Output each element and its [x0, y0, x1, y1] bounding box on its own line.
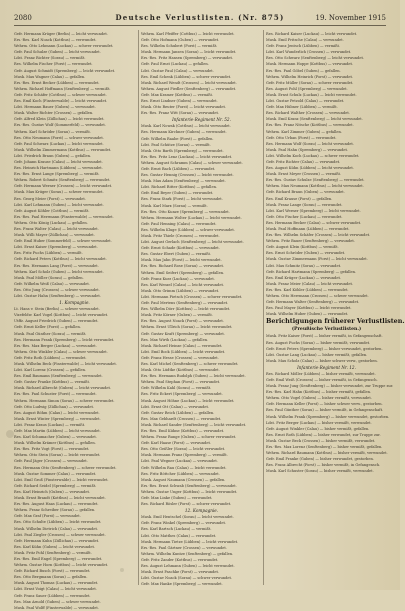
casualty-entry: Lt. Hans v. Stein (Berlin) — schwer verwundet. — [14, 307, 100, 312]
casualty-entry: Ldst. Paul Schütze (Sorau) — vermißt. — [141, 142, 211, 147]
casualty-entry: Res. Emil Krüger (Luckau) — verwundet. — [266, 275, 342, 280]
casualty-entry: Gefr. Richard Busch (Forst) — verwundet. — [14, 569, 91, 574]
casualty-entry: Gefr. Wilhelm Weiß (Calau) — verwundet. — [14, 281, 90, 286]
casualty-entry: Gefr. Emil Huber (Sommerfeld) — schwer verwundet. — [14, 239, 112, 244]
casualty-entry: Res. Emil Schenk (Lübben) — schwer verwundet. — [141, 74, 232, 79]
casualty-entry: Musk. Emil Fritsche (Calau) — verwundet. — [266, 38, 344, 43]
casualty-entry: Res. Hermann Otto (Senftenberg) — schwer verwundet. — [14, 465, 117, 470]
column-divider — [138, 30, 139, 585]
casualty-entry: Gefr. Fritz Schäfer (Cottbus) — schwer verwundet. — [14, 92, 107, 97]
casualty-entry: Res. Gustav Ebert (Guben) — vermißt. — [141, 252, 212, 257]
casualty-entry: Ldst. Ernst Ott (Calau) — verwundet. — [141, 404, 210, 409]
casualty-entry: Musk. Fritz Kaiser (Forst) — bisher vermißt, in Gefangenschaft. — [266, 334, 383, 339]
casualty-entry: Ldst. Richard Ritter (Kottbus) — gefallen. — [141, 185, 218, 190]
casualty-entry: Ldst. Karl Wunderlich (Crossen) — verwundet. — [266, 50, 352, 55]
casualty-entry: Musk. Ernst Winter (Spremberg) — verwundet. — [14, 416, 101, 421]
casualty-entry: Wehrm. Otto Herrmann (Crossen) — schwer verwundet. — [266, 294, 369, 299]
casualty-entry: Ldst. Fritz Berger (Luckau) — bisher vermißt, verwundet. — [266, 420, 372, 425]
casualty-entry: Wehrm. Richard Baumann (Kottbus) — bisher vermißt, verwundet. — [266, 451, 388, 456]
casualty-entry: Gefr. August Köhler (Cottbus) — vermißt. — [14, 208, 90, 213]
casualty-entry: Ers.-Res. Max Lorenz (Senftenberg) — bisher vermißt, gefallen. — [266, 445, 383, 449]
casualty-entry: Ers.-Res. Richard Rose (Sorau) — verwundet. — [141, 264, 225, 269]
casualty-entry: Gefr. Max Martin (Lübben) — leicht verwundet. — [14, 429, 101, 433]
casualty-entry: Wehrm. Fritz Bauer (Senftenberg) — verwundet. — [266, 239, 356, 244]
casualty-entry: Ldst. Friedrich Braun (Guben) — gefallen. — [14, 153, 92, 158]
casualty-entry: Musk. Otto Lüdtke (Kottbus) — verwundet. — [141, 368, 220, 373]
casualty-entry: Res. Karl Schumacher (Guben) — verwundet. — [14, 435, 97, 440]
casualty-entry: Musk. Paul Günther (Sorau) — vermißt. — [14, 331, 87, 336]
casualty-entry: Musk. Ernst Brandt (Kottbus) — leicht verwundet. — [14, 496, 106, 501]
casualty-entry: Wehrm. Wilhelm Kuntze (Senftenberg) — gefallen. — [141, 551, 234, 556]
casualty-entry: Ldst. Emil Bock (Lübben) — leicht verwundet. — [141, 349, 226, 354]
casualty-entry: Res. Ernst Roth (Lübben) — bisher verwundet, zur Truppe zur. — [266, 432, 381, 437]
casualty-entry: Musk. Ernst Schulz (Luckau) — leicht verwundet. — [266, 92, 357, 97]
casualty-entry: Ldst. Hermann Pietsch (Crossen) — schwer verwundet. — [141, 294, 243, 299]
casualty-entry: Res. Wilhelm Schubert (Forst) — vermißt. — [141, 44, 218, 49]
casualty-entry: Musk. Fritz Körner (Guben) — vermißt. — [141, 313, 213, 318]
casualty-entry: Gefr. Paul Mertens (Senftenberg) — verwundet. — [141, 301, 229, 306]
casualty-entry: Res. Richard Möller (Lübben) — bisher vermißt, verwundet. — [266, 371, 376, 376]
casualty-entry: Wehrm. Ernst Ullrich (Sorau) — leicht verwundet. — [141, 325, 233, 330]
casualty-entry: Gefr. Gustav Franke (Kottbus) — vermißt. — [14, 380, 91, 385]
casualty-entry: Musk. Emil Kranz (Senftenberg) — leicht verwundet. — [266, 117, 363, 122]
casualty-entry: Wehrm. Richard Hoffmann (Senftenberg) — vermißt. — [14, 86, 111, 91]
section-heading: Infanterie-Regiment Nr. 52. — [172, 117, 231, 123]
text-column-2 — [141, 31, 262, 587]
casualty-entry: Gefr. Franz Sauer (Lübben) — verwundet. — [14, 593, 91, 598]
casualty-entry: Gefr. Hermann Keller (Forst) — bisher schwer verw., gestorben. — [266, 402, 383, 407]
casualty-entry: Musk. Franz Meier (Calau) — leicht verwundet. — [266, 281, 354, 286]
casualty-entry: Gefr. Max Hübner (Lübben) — vermißt. — [266, 105, 338, 110]
casualty-entry: Ers.-Res. Paul Göbel (Guben) — gefallen. — [266, 68, 341, 73]
notice-heading: Berichtigungen früherer Verlustlisten. — [266, 317, 405, 326]
casualty-entry: Res. Otto Neumann (Forst) — schwer verwundet. — [14, 135, 104, 140]
text-column-3 — [266, 31, 405, 583]
casualty-entry: Gefr. Emil Weiß (Crossen) — bisher vermißt, in Gefangensch. — [266, 377, 378, 382]
casualty-entry: Musk. Emil Hentschel (Sorau) — leicht verwundet. — [141, 515, 234, 520]
casualty-entry: Ers.-Res. Fritz Vogt (Forst) — verwundet. — [14, 447, 90, 452]
casualty-entry: Res. Wilhelm Fischer (Forst) — verwundet. — [14, 62, 93, 67]
casualty-entry: Res. Fritz Böttcher (Lübben) — verwundet. — [141, 471, 220, 476]
casualty-entry: Wehrm. August Schramm (Calau) — schwer verwundet. — [141, 160, 243, 165]
casualty-entry: Gefr. Richard Peters (Kottbus) — leicht verwundet. — [14, 257, 107, 262]
casualty-entry: Res. Wilhelm Dörr (Kottbus) — leicht verwundet. — [141, 307, 231, 312]
casualty-entry: Wehrm. Otto König (Luckau) — gefallen. — [14, 220, 88, 225]
casualty-entry: Ldst. Gustav Paul (Calau) — verwundet. — [141, 68, 214, 73]
casualty-entry: Musk. Fritz Thiele (Crossen) — verwundet. — [141, 234, 220, 238]
casualty-entry: Musk. Max Scholz (Calau) — bisher schwer verw., gestorben. — [266, 358, 378, 363]
casualty-entry: Ers.-Res. Gustav Schulze (Senftenberg) — verwundet. — [266, 178, 365, 183]
casualty-entry: Res. Emil Baumann (Senftenberg) — verwundet. — [14, 374, 103, 379]
casualty-entry: Wehrm. Hermann Simon (Sorau) — schwer verwundet. — [14, 398, 115, 403]
casualty-entry: Res. Otto Bergmann (Sorau) — gefallen. — [14, 575, 88, 580]
casualty-entry: Res. Fritz Eckert (Spremberg) — verwundet. — [141, 392, 223, 397]
casualty-entry: Ers.-Res. Emil Engel (Spremberg) — verwundet. — [14, 556, 103, 561]
casualty-entry: Musk. Wilhelm Krämer (Kottbus) — gefallen. — [14, 441, 96, 446]
casualty-entry: Gefr. August Winkler (Calau) — bisher vermißt, gefallen. — [266, 426, 370, 431]
casualty-entry: Res. Max Arnold (Guben) — schwer verwundet. — [14, 599, 101, 604]
casualty-entry: Wehrm. Hermann Wolter (Luckau) — leicht verwundet. — [141, 215, 242, 220]
casualty-entry: Musk. Gustav Sommer (Calau) — verwundet. — [14, 471, 97, 476]
casualty-entry: Gefr. Franz Winkel (Spremberg) — verwundet. — [141, 521, 227, 526]
casualty-entry: Res. Emil Krause (Forst) — gefallen. — [266, 196, 333, 201]
casualty-entry: Ldst. Gustav Hahn (Senftenberg) — verwundet. — [14, 294, 101, 299]
casualty-entry: Gefr. Franz Kurz (Luckau) — verwundet. — [141, 276, 215, 281]
casualty-entry: Gefr. Gustav Reich (Lübben) — gefallen. — [141, 410, 215, 415]
casualty-entry: Gefr. Fritz Zander (Kottbus) — verwundet. — [141, 557, 219, 562]
casualty-entry: Res. August Lehmann (Guben) — leicht verwundet. — [141, 563, 235, 568]
casualty-entry: Wehrm. Otto Stein (Sorau) — leicht verwundet. — [14, 453, 101, 458]
casualty-entry: Ldst. Karl Lehmann (Guben) — leicht verwundet. — [14, 202, 104, 207]
casualty-entry: Gefr. Hermann Werner (Crossen) — leicht verwundet. — [14, 184, 113, 189]
casualty-entry: Res. Hermann Kirchner (Guben) — verwundet. — [141, 130, 227, 135]
casualty-entry: Gefr. Richard Hartmann (Spremberg) — gefallen. — [266, 269, 357, 274]
casualty-entry: Ers.-Res. August Haas (Luckau) — verwundet. — [14, 502, 99, 507]
casualty-entry: Gefr. Paul Ernst (Luckau) — gefallen. — [141, 62, 209, 67]
casualty-entry: Gefr. Max Hanke (Spremberg) — verwundet. — [141, 582, 223, 587]
casualty-entry: Ldst. Paul Ziegler (Crossen) — schwer verwundet. — [14, 532, 106, 537]
casualty-entry: Gefr. Ernst Keller (Forst) — gefallen. — [14, 325, 81, 330]
casualty-entry: Ers.-Res. Ernst Lange (Spremberg) — vermißt. — [14, 172, 100, 177]
casualty-entry: Gefr. Richard Braun (Guben) — verwundet. — [266, 190, 345, 195]
casualty-entry: Res. August Kühn (Lübben) — leicht verwundet. — [266, 166, 354, 171]
casualty-entry: Gefr. Richard Seidel (Spremberg) — vermißt. — [14, 483, 97, 488]
casualty-entry: Gefr. Franz Jentsch (Lübben) — vermißt. — [266, 44, 341, 49]
casualty-entry: Gefr. Paul Schulze (Guben) — leicht verwundet. — [14, 50, 101, 55]
casualty-entry: Musk. August Thomas (Luckau) — verwundet. — [14, 581, 99, 586]
casualty-entry: Ers.-Res. Karl Köhler (Lübben) — verwundet. — [266, 287, 349, 292]
casualty-entry: Musk. Willi Mayer (Züllichau) — verwundet. — [14, 233, 95, 238]
casualty-entry: Res. Heinrich Hartmann (Lübben) — verwundet. — [14, 166, 103, 171]
casualty-entry: Gefr. Franz Hesse (Crossen) — verwundet. — [141, 355, 219, 360]
casualty-entry: Gefr. August Klein (Kottbus) — vermißt. — [266, 245, 339, 250]
casualty-entry: Utffz. August Friedrich (Guben) — verwundet. — [14, 319, 99, 324]
casualty-entry: Ldst. Ernst Voigt (Calau) — leicht verwundet. — [14, 587, 97, 592]
casualty-entry: Ers.-Res. Hermann Rudolph (Guben) — leicht verwundet. — [141, 374, 246, 379]
casualty-entry: Ldst. Max Schmitz (Sorau) — verwundet. — [266, 263, 342, 268]
casualty-entry: Gefr. Johann Krause (Calau) — leicht verwundet. — [14, 159, 103, 164]
casualty-entry: Res. Richard Rösler (Forst) — schwer verwundet. — [141, 502, 232, 507]
page-number: 2080 — [14, 14, 32, 22]
paper-stain — [120, 568, 124, 572]
casualty-entry: Ldst. Karl Lorenz (Crossen) — gefallen. — [14, 368, 87, 373]
casualty-entry: Gefr. Max Linke (Guben) — verwundet. — [141, 496, 213, 501]
casualty-entry: Wehrm. Paul Stephan (Forst) — verwundet. — [141, 380, 221, 385]
casualty-entry: Ers.-Res. Karl Noack (Kottbus) — verwundet. — [14, 38, 97, 43]
column-divider — [263, 30, 264, 585]
casualty-entry: Wehrm. Max Neumann (Kottbus) — leicht verwundet. — [266, 184, 364, 189]
casualty-entry: Gefr. Paul Jäger (Crossen) — verwundet. — [14, 459, 88, 464]
casualty-entry: Res. Otto Geißler (Sorau) — leicht verwundet. — [141, 447, 226, 452]
casualty-entry: Musk. Karl Nowak (Cottbus) — leicht verwundet. — [141, 124, 231, 129]
casualty-entry: Ldst. Franz Richter (Sorau) — vermißt. — [14, 56, 86, 61]
casualty-entry: Gefr. Hermann Walter (Senftenberg) — verwundet. — [266, 300, 360, 305]
casualty-entry: Musk. Richard Heinze (Calau) — verwundet. — [141, 343, 223, 348]
casualty-entry: Musk. Hermann Hoppe (Kottbus) — verwundet. — [266, 62, 354, 67]
casualty-entry: Ers.-Res. Emil Kühne (Kottbus) — verwundet. — [141, 429, 225, 433]
casualty-entry: Ldst. Gustav Noack (Sorau) — schwer verwundet. — [141, 576, 233, 581]
casualty-entry: Gefr. Emil Beyer (Guben) — verwundet. — [141, 191, 214, 196]
casualty-entry: Res. Franz Albrecht (Forst) — bisher vermißt, in Gefangensch. — [266, 463, 381, 468]
casualty-entry: Ers.-Res. Max Berger (Luckau) — verwundet. — [14, 343, 97, 348]
casualty-entry: Wehrm. Karl Schröder (Sorau) — vermißt. — [14, 129, 91, 134]
casualty-entry: Wehrm. Robert Schmitz (Senftenberg) — verwundet. — [14, 178, 111, 183]
casualty-entry: Res. Karl Kühn (Guben) — leicht verwundet. — [14, 544, 96, 549]
casualty-entry: Musk. Wilhelm Frank (Spremberg) — bisher verwundet, gestorben. — [266, 414, 390, 419]
casualty-entry: Musk. Ernst Meyer (Crossen) — vermißt. — [266, 172, 342, 177]
casualty-entry: Gefr. Gustav Kraft (Spremberg) — verwundet. — [141, 331, 225, 336]
casualty-entry: Gefr. August Schmidt (Spremberg) — leicht verwundet. — [14, 68, 116, 73]
casualty-entry: Gefr. Ernst Peters (Spremberg) — bisher verwundet, gestorben. — [266, 346, 383, 351]
casualty-entry: Ers.-Res. Hermann Lang (Forst) — verwundet. — [14, 263, 99, 268]
casualty-entry: Ers.-Res. Franz Witt (Sorau) — verwundet. — [141, 111, 220, 116]
casualty-entry: Res. Richard Walther (Crossen) — verwundet. — [266, 111, 350, 116]
casualty-entry: Musk. August Höhne (Luckau) — leicht verwundet. — [141, 398, 235, 403]
casualty-entry: Gefr. Wilhelm Raabe (Forst) — gefallen. — [141, 136, 214, 141]
casualty-entry: Gefr. Max Kramer (Kottbus) — vermißt. — [141, 92, 214, 97]
casualty-entry: Musk. Max Krüger (Sorau) — schwer verwundet. — [14, 190, 104, 195]
casualty-entry: Musk. Franz Jung (Senftenberg) — bisher verwundet, zur Truppe zur. — [266, 384, 394, 389]
casualty-entry: Musk. Karl Marx (Sorau) — vermißt. — [141, 203, 208, 208]
casualty-entry: Ldst. Karl Werner (Spremberg) — leicht verwundet. — [266, 208, 361, 213]
casualty-entry: Wehrm. Otto Lehmann (Luckau) — schwer verwundet. — [14, 44, 114, 49]
casualty-entry: Wehrm. Franz Runge (Guben) — schwer verwundet. — [141, 435, 237, 440]
casualty-entry: Ers.-Res. Paul Gärtner (Crossen) — verwundet. — [141, 545, 228, 550]
casualty-entry: Gefr. Ernst Schade (Kottbus) — verwundet. — [141, 246, 220, 251]
casualty-entry: Wehrm. Gustav Horn (Kottbus) — leicht verwundet. — [14, 563, 109, 568]
casualty-entry: Wehrm. Wilhelm Heinrich (Forst) — verwundet. — [266, 74, 354, 79]
casualty-entry: Ers.-Res. Paul Herrmann (Finsterwalde) — verwundet. — [14, 214, 114, 219]
casualty-entry: Wehrm. Franz Schreiber (Sorau) — gefallen. — [14, 508, 96, 513]
page-header — [14, 13, 386, 23]
casualty-entry: Res. Franz Walter (Calau) — leicht verwundet. — [14, 227, 99, 231]
casualty-entry: Musk. Otto Barth (Spremberg) — verwundet. — [141, 148, 224, 153]
casualty-entry: Gefr. Max Graf (Forst) — verwundet. — [14, 514, 81, 519]
casualty-entry: Res. Otto Schwarz (Senftenberg) — leicht verwundet. — [266, 56, 365, 61]
casualty-entry: Ldst. Gustav Lang (Luckau) — bisher vermißt, gefallen. — [266, 352, 368, 357]
casualty-entry: Gefr. Paul Schwarz (Luckau) — leicht verwundet. — [14, 141, 104, 146]
casualty-entry: Musk. Ernst Paschke (Forst) — verwundet. — [141, 570, 220, 575]
casualty-entry: Res. Paul Günther (Sorau) — bisher vermißt, in Gefangenschaft. — [266, 408, 384, 413]
section-heading: 1. Kompagnie. — [59, 300, 90, 306]
casualty-entry: Gefr. Ernst Bach (Lübben) — verwundet. — [141, 166, 216, 171]
casualty-entry: Musk. Wilhelm Zimmermann (Kottbus) — verwundet. — [14, 147, 112, 152]
casualty-entry: Gefr. Otto Urban (Forst) — verwundet. — [266, 135, 337, 140]
casualty-entry: Ldst. Franz Kraus (Luckau) — vermißt. — [14, 422, 86, 427]
casualty-entry: Musk. Paul Hahn (Spremberg) — verwundet. — [266, 147, 349, 152]
casualty-entry: Musk. Hermann Jansen (Sorau) — leicht verwundet. — [141, 50, 237, 55]
casualty-entry: Gefr. Karl Haase (Forst) — verwundet. — [141, 441, 212, 446]
casualty-entry: Musk. Wilhelm Huber (Guben) — verwundet. — [266, 312, 349, 317]
text-column-1 — [14, 31, 135, 610]
casualty-entry: Ers.-Res. Otto Kunze (Spremberg) — verwundet. — [141, 209, 230, 214]
casualty-entry: Musk. Max Wagner (Calau) — gefallen. — [14, 74, 86, 79]
paper-stain — [6, 430, 14, 438]
casualty-entry: Musk. Max Adam (Senftenberg) — verwundet. — [141, 179, 226, 184]
casualty-entry: Res. Ernst Schröder (Guben) — verwundet. — [266, 251, 346, 256]
casualty-entry: Res. Hermann Becker (Calau) — schwer verwundet. — [266, 220, 362, 225]
casualty-entry: Res. Max Gebhardt (Crossen) — verwundet. — [141, 416, 222, 421]
casualty-entry: Musk. Wilhelm Beck (Finsterwalde) — leicht verwundet. — [14, 361, 117, 366]
casualty-entry: Res. Karl Michel (Senftenberg) — schwer verwundet. — [141, 361, 239, 366]
casualty-entry: Wehrm. Karl Zimmer (Guben) — gefallen. — [266, 129, 342, 134]
casualty-entry: Res. Franz Stark (Forst) — leicht verwundet. — [141, 197, 223, 202]
casualty-entry: Gefr. Wilhelm Rau (Calau) — leicht verwundet. — [141, 465, 227, 470]
casualty-entry: Musk. Gustav Zimmermann (Forst) — leicht verwundet. — [266, 257, 368, 262]
casualty-entry: Musk. August Naumann (Crossen) — gefallen. — [141, 477, 226, 482]
casualty-entry: Ers.-Res. Franz Nitsche (Kottbus) — verwundet. — [266, 123, 354, 128]
issue-date: 19. November 1915 — [315, 14, 386, 22]
casualty-entry: Musk. Richard Wendt (Crossen) — leicht verwundet. — [141, 80, 237, 85]
casualty-entry: Res. August Böhm (Calau) — leicht verwundet. — [14, 410, 100, 415]
casualty-entry: Res. Hermann Wolf (Sorau) — leicht verwundet. — [266, 141, 354, 146]
casualty-entry: Musk. Fritz Pohl (Senftenberg) — vermißt. — [14, 550, 92, 555]
casualty-entry: Musk. Hermann Tietze (Lübben) — leicht verwundet. — [141, 539, 239, 544]
casualty-entry: Musk. Max Jahn (Forst) — leicht verwundet. — [141, 258, 222, 263]
casualty-entry: Ldst. Emil Groß (Finsterwalde) — leicht verwundet. — [14, 477, 109, 482]
casualty-entry: Musk. Paul Möller (Sorau) — gefallen. — [14, 275, 84, 280]
casualty-entry: Gefr. Otto Hofmann (Guben) — verwundet. — [141, 38, 220, 43]
casualty-entry: Res. Max Wirth (Luckau) — gefallen. — [141, 337, 209, 342]
casualty-entry: Wehrm. Gustav Unger (Kottbus) — leicht verwundet. — [141, 489, 238, 494]
casualty-entry: Res. Hermann Frank (Spremberg) — leicht verwundet. — [14, 337, 115, 342]
casualty-entry: Musk. Wilhelm Dietrich (Calau) — verwundet. — [14, 526, 99, 531]
casualty-entry: Res. Otto Jung (Crossen) — schwer verwundet. — [14, 287, 100, 292]
casualty-entry: Gefr. Fritz Roth (Lübben) — verwundet. — [14, 355, 87, 360]
casualty-entry: Res. Ernst Lindner (Guben) — verwundet. — [141, 99, 218, 104]
casualty-entry: Ldst. August Gerlach (Senftenberg) — leicht verwundet. — [141, 240, 244, 245]
casualty-entry: Wehrm. Emil Seifert (Spremberg) — gefallen. — [141, 270, 225, 275]
casualty-entry: Vizefeldw. Karl Vogel (Kottbus) — leicht verwundet. — [14, 313, 109, 318]
casualty-entry: Musk. Walter Richter (Crossen) — gefallen. — [14, 111, 94, 116]
casualty-entry: Gefr. Paul Henning (Calau) — verwundet. — [141, 221, 217, 226]
casualty-entry: Wehrm. Karl Scholz (Guben) — leicht verwundet. — [14, 269, 104, 274]
casualty-entry: Ers.-Res. August Noack (Forst) — verwundet. — [141, 319, 224, 324]
casualty-entry: Gefr. Hermann Krüger (Berlin) — leicht verwundet. — [14, 32, 108, 36]
publication-title: Deutsche Verlustlisten. (Nr. 875) — [115, 13, 285, 22]
casualty-entry: Res. Emil Koch (Finsterwalde) — leicht verwundet. — [14, 99, 108, 104]
casualty-entry: Gefr. Hermann Kuhn (Züllichau) — verwundet. — [14, 538, 100, 543]
casualty-entry: Res. Georg Meier (Forst) — verwundet. — [14, 196, 86, 201]
header-rule — [14, 25, 386, 26]
casualty-entry: Res. Wilhelm Kluge (Lübben) — schwer verwundet. — [141, 227, 236, 232]
casualty-entry: Ldst. Wilhelm Koch (Luckau) — schwer verwundet. — [266, 153, 360, 158]
casualty-entry: Ers.-Res. Karl Hahn (Kottbus) — bisher vermißt, gefallen. — [266, 390, 372, 395]
casualty-entry: Gefr. Fritz Müller (Sorau) — schwer verwundet. — [266, 80, 354, 85]
casualty-entry: Ldst. Paul Wegner (Luckau) — verwundet. — [141, 459, 219, 464]
casualty-entry: Musk. Gustav Beck (Crossen) — bisher vermißt, verwundet. — [266, 438, 376, 443]
section-heading: 12. Kompagnie. — [184, 508, 219, 514]
casualty-entry: Ers.-Res. Wilhelm Schäfer (Crossen) — leicht verwundet. — [266, 233, 371, 238]
casualty-entry: Musk. Franz Lange (Sorau) — verwundet. — [266, 202, 343, 207]
notice-subheading: (Preußische Verlustlisten.) — [291, 327, 362, 333]
casualty-entry: Res. Paul Mayer (Kottbus) — leicht verwundet. — [266, 306, 352, 311]
casualty-entry: Res. Gustav Hennig (Crossen) — leicht verwundet. — [141, 173, 234, 178]
casualty-entry: Ers.-Res. Gustav Wolf (Sommerfeld) — verwundet. — [14, 123, 106, 128]
casualty-entry: Ldst. Hermann Bauer (Guben) — verwundet. — [14, 105, 96, 110]
casualty-entry: Ldst. Otto Matthes (Calau) — verwundet. — [141, 533, 217, 538]
casualty-entry: Musk. Hermann Franz (Spremberg) — vermißt. — [141, 453, 228, 458]
casualty-entry: Res. August Fuchs (Sorau) — bisher vermißt, verwundet. — [266, 340, 371, 345]
casualty-entry: Ldst. Ernst Kaiser (Spremberg) — verwundet. — [14, 245, 98, 250]
section-heading: Infanterie-Regiment Nr. 12. — [297, 364, 356, 370]
casualty-entry: Musk. Richard Albrecht (Guben) — leicht verwundet. — [14, 386, 112, 391]
casualty-entry: Res. Karl Heinrich (Guben) — verwundet. — [14, 489, 91, 494]
casualty-entry: Wehrm. Otto Vogel (Guben) — bisher vermißt, verwundet. — [266, 396, 372, 401]
casualty-entry: Musk. Paul Wolff (Finsterwalde) — verwundet. — [14, 605, 99, 610]
casualty-entry: Wehrm. Otto Winkler (Calau) — schwer verwundet. — [14, 349, 108, 354]
casualty-entry: Gefr. Emil Franke (Guben) — bisher verwundet, gestorben. — [266, 457, 374, 462]
casualty-entry: Musk. Otto Grimm (Lübben) — verwundet. — [141, 288, 220, 293]
casualty-entry: Musk. Karl Schuster (Sorau) — bisher vermißt, verwundet. — [266, 469, 374, 474]
casualty-entry: Res. August Pohl (Spremberg) — verwundet. — [266, 86, 348, 91]
casualty-entry: Musk. Otto Reuter (Forst) — leicht verwundet. — [141, 105, 227, 110]
casualty-entry: Ers.-Res. Fritz Lenz (Luckau) — leicht verwundet. — [141, 154, 233, 159]
casualty-entry: Ers.-Res. Fritz Hansen (Spremberg) — verwundet. — [141, 56, 234, 61]
casualty-entry: Gefr. Wilhelm Kahl (Sorau) — vermißt. — [141, 386, 212, 391]
casualty-entry: Wehrm. Karl Pfeiffer (Cottbus) — leicht verwundet. — [141, 32, 235, 36]
casualty-entry: Musk. Paul Hoffmann (Lübben) — verwundet. — [266, 227, 350, 231]
casualty-entry: Ers.-Res. Ernst Schwab (Senftenberg) — verwundet. — [141, 483, 237, 488]
casualty-entry: Res. Richard Kaiser (Luckau) — leicht verwundet. — [266, 32, 358, 36]
casualty-entry: Res. Karl Wenzel (Calau) — leicht verwundet. — [141, 282, 225, 287]
casualty-entry: Ers.-Res. Ernst Becker (Lübben) — verwundet. — [14, 80, 100, 85]
casualty-entry: Gefr. Otto Ludwig (Züllichau) — verwundet. — [14, 404, 95, 409]
casualty-entry: Res. Fritz Fuchs (Lübben) — vermißt. — [14, 251, 83, 256]
casualty-entry: Wehrm. August Fiedler (Senftenberg) — verwundet. — [141, 86, 237, 91]
casualty-entry: Res. Karl Bartsch (Luckau) — vermißt. — [141, 527, 212, 532]
casualty-entry: Musk. Richard Sander (Senftenberg) — leicht verwundet. — [141, 422, 247, 427]
casualty-entry: Ers.-Res. Paul Schuster (Forst) — verwundet. — [14, 392, 97, 397]
casualty-entry: Gefr. Fritz Richter (Calau) — verwundet. — [266, 159, 341, 164]
casualty-entry: Res. Otto Schulte (Lübben) — leicht verwundet. — [14, 520, 102, 525]
casualty-entry: Gefr. Otto Fischer (Luckau) — verwundet. — [266, 214, 343, 219]
casualty-entry: Ldst. Gustav Petzold (Calau) — verwundet. — [266, 99, 345, 104]
casualty-entry: Gefr. Alfred Klein (Züllichau) — leicht verwundet. — [14, 117, 105, 122]
